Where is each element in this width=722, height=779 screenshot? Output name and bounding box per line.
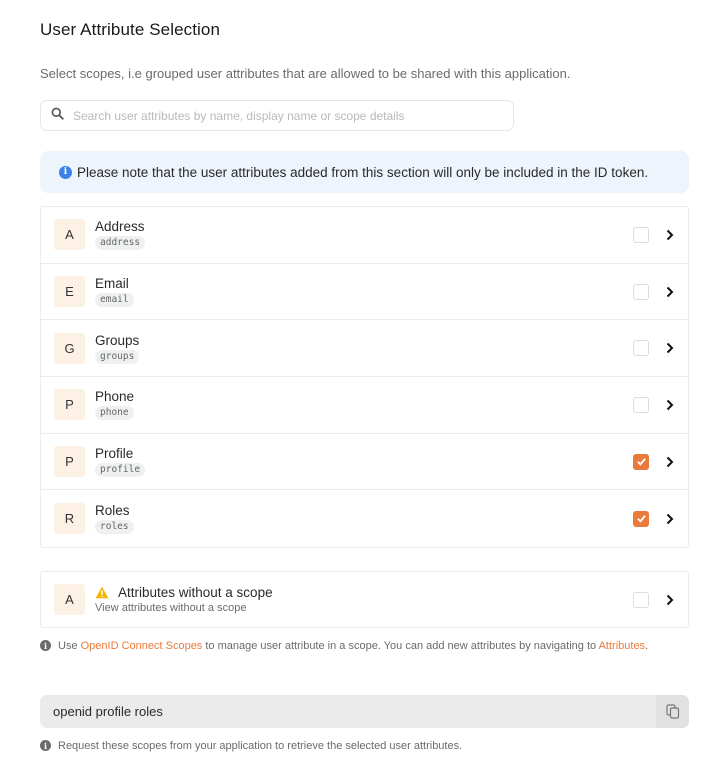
scope-checkbox-roles[interactable] — [633, 511, 649, 527]
scope-checkbox-email[interactable] — [633, 284, 649, 300]
info-icon: i — [40, 740, 51, 751]
search-input[interactable] — [73, 109, 493, 123]
scope-name: Groups — [95, 332, 140, 348]
scope-checkbox-phone[interactable] — [633, 397, 649, 413]
scope-code: phone — [95, 406, 134, 420]
scope-avatar: A — [54, 584, 85, 615]
id-token-notice — [40, 151, 689, 193]
search-field[interactable] — [40, 100, 514, 131]
chevron-right-icon[interactable] — [665, 455, 675, 469]
scope-code: email — [95, 293, 134, 307]
scope-avatar: A — [54, 219, 85, 250]
no-scope-title: Attributes without a scope — [118, 585, 273, 600]
openid-connect-scopes-link[interactable]: OpenID Connect Scopes — [80, 640, 203, 652]
requested-scopes-field — [40, 695, 689, 728]
notice-text: Please note that the user attributes added from this section will only be included in the ID token. — [77, 164, 649, 180]
copy-icon — [666, 704, 680, 719]
scope-name: Phone — [95, 389, 135, 405]
copy-button[interactable] — [656, 695, 689, 728]
no-scope-checkbox[interactable] — [633, 592, 649, 608]
chevron-right-icon[interactable] — [665, 398, 675, 412]
attributes-link[interactable]: Attributes — [598, 640, 646, 652]
scope-code: address — [95, 236, 145, 250]
scope-name: Email — [95, 276, 129, 292]
scope-code: groups — [95, 350, 139, 364]
scope-list — [40, 206, 689, 548]
scopes-hint: i Use OpenID Connect Scopes to manage user attribute in a scope. You can add new attributes by navigating to Attributes. — [40, 638, 660, 654]
scope-name: Address — [95, 219, 145, 235]
scope-avatar: P — [54, 389, 85, 420]
chevron-right-icon[interactable] — [665, 285, 675, 299]
scope-avatar: G — [54, 333, 85, 364]
chevron-right-icon[interactable] — [665, 341, 675, 355]
scope-row-profile[interactable] — [41, 434, 688, 491]
chevron-right-icon[interactable] — [665, 512, 675, 526]
scope-avatar: P — [54, 446, 85, 477]
scope-row-roles[interactable] — [41, 490, 688, 547]
scope-avatar: R — [54, 503, 85, 534]
scope-checkbox-address[interactable] — [633, 227, 649, 243]
scope-avatar: E — [54, 276, 85, 307]
chevron-right-icon[interactable] — [665, 593, 675, 607]
scope-checkbox-groups[interactable] — [633, 340, 649, 356]
scope-row-email[interactable] — [41, 264, 688, 321]
scope-name: Roles — [95, 503, 130, 519]
info-icon: i — [40, 640, 51, 651]
warning-icon — [95, 586, 109, 599]
scope-checkbox-profile[interactable] — [633, 454, 649, 470]
requested-scopes-hint: i Request these scopes from your application to retrieve the selected user attributes. — [40, 739, 462, 753]
scope-row-address[interactable] — [41, 207, 688, 264]
scope-row-phone[interactable] — [41, 377, 688, 434]
chevron-right-icon[interactable] — [665, 228, 675, 242]
scope-row-groups[interactable] — [41, 320, 688, 377]
search-icon — [51, 107, 64, 125]
no-scope-description: View attributes without a scope — [95, 602, 247, 614]
scope-code: roles — [95, 520, 134, 534]
scope-name: Profile — [95, 446, 134, 462]
checkmark-icon — [636, 456, 647, 467]
requested-scopes-value: openid profile roles — [53, 704, 163, 719]
page-title: User Attribute Selection — [40, 20, 221, 39]
scope-code: profile — [95, 463, 145, 477]
checkmark-icon — [636, 513, 647, 524]
page-subtitle: Select scopes, i.e grouped user attributes that are allowed to be shared with this application. — [40, 66, 571, 81]
attributes-without-scope-row[interactable] — [40, 571, 689, 628]
info-icon: i — [59, 166, 72, 179]
